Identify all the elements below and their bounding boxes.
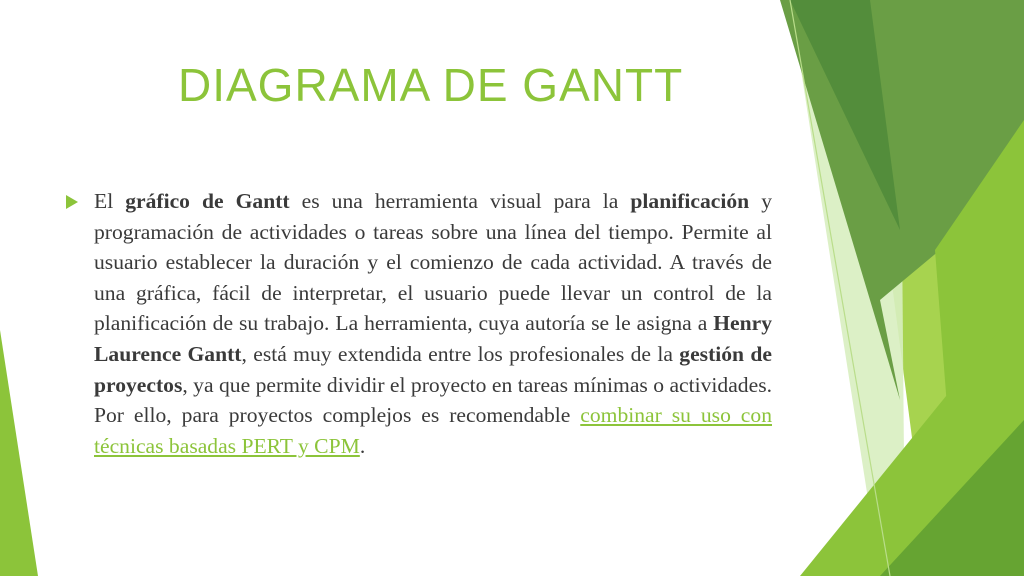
bold-term: planificación (630, 189, 750, 213)
text-run: , ya que permite dividir el proyecto en tareas mínimas o actividades. Por ello, para proyectos complejos es recomendable (94, 372, 772, 428)
left-facet (0, 330, 38, 576)
bold-term: gráfico de Gantt (125, 189, 290, 213)
text-run: y programación de actividades o tareas sobre una línea del tiempo. Permite al usuario establecer la duración y el comienzo de cada actividad. A través de una gráfica, fácil de interpretar, el usuario puede llevar un control de la planificación de su trabajo. La herramienta, cuya autoría se le asigna a (94, 189, 772, 336)
bold-term: Henry Laurence Gantt (94, 311, 772, 366)
text-run: es una herramienta visual para la (289, 189, 631, 213)
triangle-right-icon (66, 195, 78, 209)
bullet-item (66, 186, 776, 461)
slide-title: DIAGRAMA DE GANTT (178, 59, 684, 111)
body-paragraph (94, 186, 772, 461)
pert-cpm-link[interactable]: combinar su uso con técnicas basadas PERT y CPM (94, 403, 772, 458)
text-run: , está muy extendida entre los profesionales de la (241, 341, 680, 366)
bold-term: gestión de proyectos (94, 341, 772, 397)
text-run: El (94, 189, 126, 213)
text-run: . (359, 433, 366, 458)
